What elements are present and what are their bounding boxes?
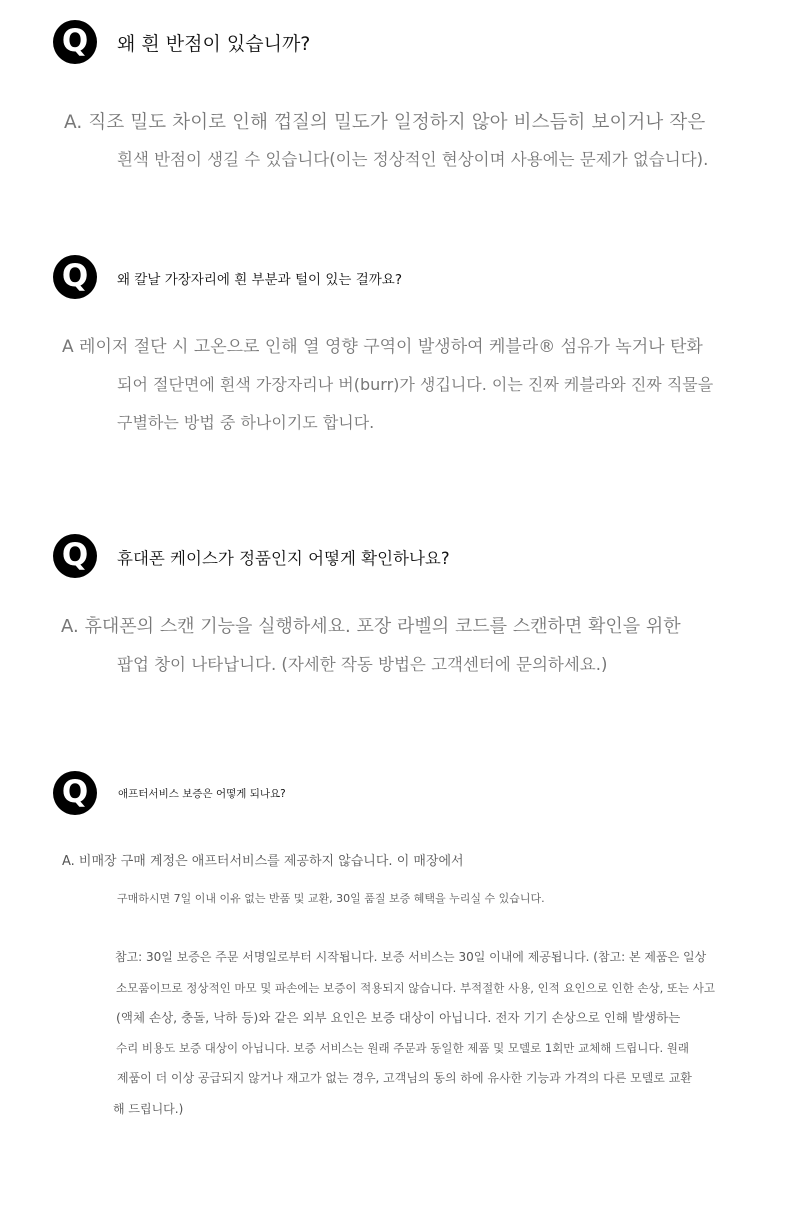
q-icon: Q [53, 255, 97, 299]
answer-2-line-3: 구별하는 방법 중 하나이기도 합니다. [117, 413, 375, 432]
answer-2-line-2: 되어 절단면에 흰색 가장자리나 버(burr)가 생깁니다. 이는 진짜 케블라와 진짜 직물을 [117, 375, 714, 394]
q-icon: Q [53, 771, 97, 815]
answer-2-line-1: A 레이저 절단 시 고온으로 인해 열 영향 구역이 발생하여 케블라® 섬유가 녹거나 탄화 [62, 337, 703, 357]
note-line-3: (액체 손상, 충돌, 낙하 등)와 같은 외부 요인은 보증 대상이 아닙니다. 전자 기기 손상으로 인해 발생하는 [116, 1010, 681, 1025]
note-line-2: 소모품이므로 정상적인 마모 및 파손에는 보증이 적용되지 않습니다. 부적절한 사용, 인적 요인으로 인한 손상, 또는 사고 [116, 981, 716, 995]
question-1: 왜 흰 반점이 있습니까? [117, 33, 311, 55]
q-icon: Q [53, 20, 97, 64]
answer-1-line-1: A. 직조 밀도 차이로 인해 껍질의 밀도가 일정하지 않아 비스듬히 보이거나 작은 [64, 112, 706, 133]
answer-3-line-1: A. 휴대폰의 스캔 기능을 실행하세요. 포장 라벨의 코드를 스캔하면 확인을 위한 [61, 616, 681, 637]
answer-1-line-2: 흰색 반점이 생길 수 있습니다(이는 정상적인 현상이며 사용에는 문제가 없습니다). [117, 150, 709, 169]
note-line-5: 제품이 더 이상 공급되지 않거나 재고가 없는 경우, 고객님의 동의 하에 유사한 기능과 가격의 다른 모델로 교환 [117, 1071, 692, 1085]
question-3: 휴대폰 케이스가 정품인지 어떻게 확인하나요? [117, 549, 450, 568]
q-icon: Q [53, 534, 97, 578]
note-line-4: 수리 비용도 보증 대상이 아닙니다. 보증 서비스는 원래 주문과 동일한 제품 및 모델로 1회만 교체해 드립니다. 원래 [116, 1041, 690, 1055]
note-line-1: 참고: 30일 보증은 주문 서명일로부터 시작됩니다. 보증 서비스는 30일 이내에 제공됩니다. (참고: 본 제품은 일상 [115, 950, 707, 964]
answer-3-line-2: 팝업 창이 나타납니다. (자세한 작동 방법은 고객센터에 문의하세요.) [117, 655, 608, 674]
question-2: 왜 칼날 가장자리에 흰 부분과 털이 있는 걸까요? [117, 272, 402, 288]
answer-4-line-1: A. 비매장 구매 계정은 애프터서비스를 제공하지 않습니다. 이 매장에서 [62, 854, 464, 869]
note-line-6: 해 드립니다.) [113, 1102, 184, 1116]
question-4: 애프터서비스 보증은 어떻게 되나요? [118, 788, 286, 800]
answer-4-line-2: 구매하시면 7일 이내 이유 없는 반품 및 교환, 30일 품질 보증 혜택을 누리실 수 있습니다. [117, 892, 545, 905]
